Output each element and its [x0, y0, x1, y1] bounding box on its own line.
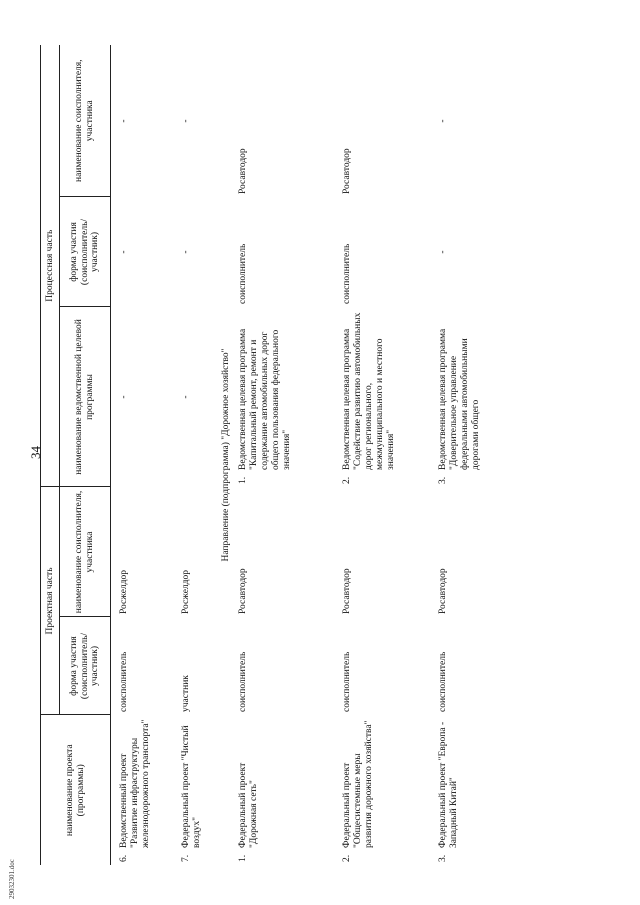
table-row [340, 45, 436, 865]
partner-name-2: Росавтодор [237, 148, 248, 194]
program-number: 2. [341, 476, 352, 484]
project-name: Федеральный проект "Общесистемные меры развития дорожного хозяйства" [341, 720, 374, 848]
program-name: - [181, 395, 191, 399]
participation-form: соисполнитель [119, 651, 129, 712]
partner-name-2: Росавтодор [341, 148, 352, 194]
participation-form: соисполнитель [237, 651, 248, 712]
participation-form-2: - [119, 250, 129, 254]
program-name: Ведомственная целевая программа "Капитальный ремонт, ремонт и содержание автомобильных дорог общего пользования федерального значения" [237, 328, 292, 470]
partner-name: Росавтодор [437, 568, 448, 614]
header-form: форма участия (соисполнитель/ участник) [60, 617, 111, 715]
table-row [179, 45, 217, 865]
project-name: Федеральный проект "Дорожная сеть" [237, 762, 259, 848]
project-name: Ведомственный проект "Развитие инфраструктуры железнодорожного транспорта" [119, 719, 151, 848]
program-name: Ведомственная целевая программа "Содействие развитию автомобильных дорог регионального, межмуниципального и местного значения" [341, 312, 396, 470]
header-project-name: наименование проекта (программы) [41, 715, 111, 865]
row-number: 2. [341, 854, 352, 862]
row-number: 3. [437, 854, 448, 862]
partner-name-2: - [437, 119, 448, 123]
project-name: Федеральный проект "Чистый воздух" [181, 725, 202, 848]
partner-name-2: - [119, 119, 129, 123]
participation-form: соисполнитель [341, 651, 352, 712]
table-row [117, 45, 179, 865]
table-row [436, 45, 546, 865]
participation-form-2: - [181, 250, 191, 254]
header-partner: наименование соисполнителя, участника [60, 487, 111, 617]
file-label: 29032301.doc [8, 859, 16, 899]
row-number: 7. [181, 854, 191, 862]
header-group-project: Проектная часть [41, 487, 60, 715]
header-program: наименование ведомственной целевой программы [60, 307, 111, 487]
partner-name: Росжелдор [181, 570, 191, 614]
program-table [40, 45, 546, 865]
section-title: Направление (подпрограмма) "Дорожное хозяйство" [221, 348, 231, 562]
participation-form-2: соисполнитель [237, 243, 248, 304]
participation-form-2: - [437, 250, 448, 254]
participation-form: участник [181, 675, 191, 712]
table-row [236, 45, 340, 865]
participation-form-2: соисполнитель [341, 243, 352, 304]
partner-name: Росавтодор [341, 568, 352, 614]
page-number: 34 [28, 446, 43, 459]
partner-name: Росжелдор [119, 570, 129, 614]
program-name: - [119, 395, 129, 399]
row-number: 6. [119, 854, 129, 862]
row-number: 1. [237, 854, 248, 862]
partner-name: Росавтодор [237, 568, 248, 614]
project-name: Федеральный проект "Европа - Западный Китай" [437, 721, 459, 848]
program-number: 3. [437, 476, 448, 484]
header-group-process: Процессная часть [41, 45, 60, 487]
partner-name-2: - [181, 119, 191, 123]
program-name: Ведомственная целевая программа "Доверительное управление федеральными автомобильными дорогами общего [437, 328, 481, 470]
program-number: 1. [237, 476, 248, 484]
participation-form: соисполнитель [437, 651, 448, 712]
header-form-2: форма участия (соисполнитель/ участник) [60, 197, 111, 307]
header-partner-2: наименование соисполнителя, участника [60, 45, 111, 197]
